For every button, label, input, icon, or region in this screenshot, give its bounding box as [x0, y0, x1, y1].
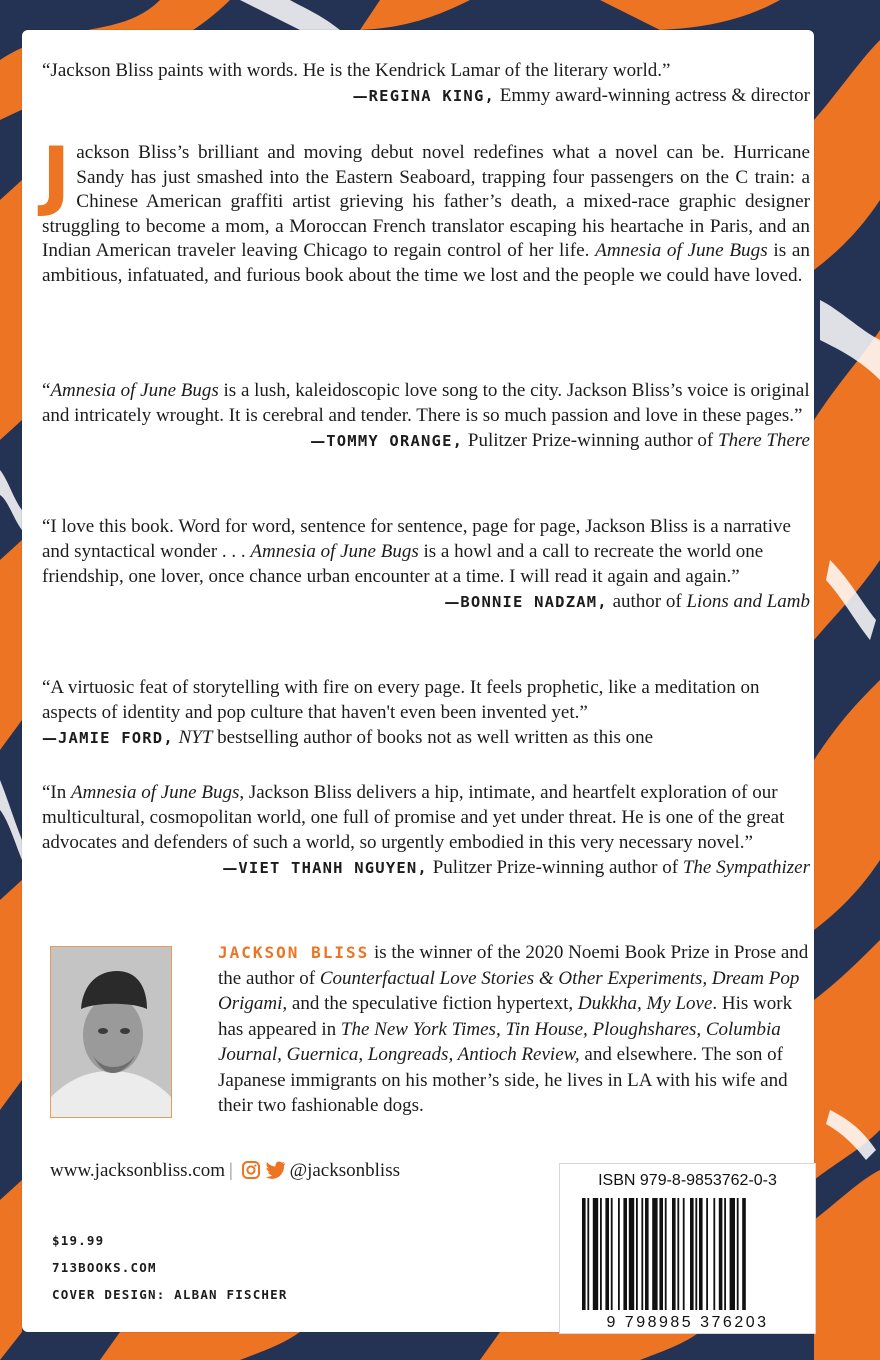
author-bio: [218, 940, 814, 1119]
attribution-name: BONNIE NADZAM,: [460, 593, 608, 611]
barcode-bars: [582, 1198, 792, 1310]
attribution-role: Pulitzer Prize-winning author of: [463, 430, 718, 451]
social-handle[interactable]: @jacksonbliss: [289, 1160, 400, 1181]
quote-text: “Jackson Bliss paints with words. He is the Kendrick Lamar of the literary world.”: [42, 60, 671, 81]
attribution-name: REGINA KING,: [368, 87, 496, 105]
quote-open: “In: [42, 782, 72, 803]
quote-attribution: —TOMMY ORANGE, Pulitzer Prize-winning author of There There: [310, 430, 810, 451]
quote-title: Amnesia of June Bugs: [250, 541, 419, 562]
link-separator: |: [229, 1160, 233, 1181]
description-text: ackson Bliss’s brilliant and moving debut novel redefines what a novel can be. Hurricane Sandy has just smashed into the Eastern Seaboard, trapping four passengers on the C train: a Chinese American graffiti artist grieving his father’s death, a mixed-race graphic designer struggling to become a mom, a Moroccan French translator escaping his heartache in Paris, and an Indian American traveler leaving Chicago to regain control of her life.: [42, 142, 810, 262]
attribution-role: bestselling author of books not as well written as this one: [212, 727, 654, 748]
description-title: Amnesia of June Bugs: [595, 240, 768, 262]
quote-body: is a lush, kaleidoscopic love song to the city. Jackson Bliss’s voice is original and intricately wrought. It is cerebral and tender. There is so much passion and love in these pages.”: [42, 380, 810, 426]
author-links: [50, 1160, 400, 1185]
quote-text: [42, 780, 810, 855]
bio-text: . His work has appeared in: [218, 993, 793, 1040]
description-text-end: is an ambitious, infatuated, and furious book about the time we lost and the people we could have loved.: [42, 240, 810, 286]
quote-body-end: is a howl and a call to recreate the world one friendship, one lover, once chance urban encounter at a time. I will read it again and again.”: [42, 541, 764, 587]
quote-body: “I love this book. Word for word, sentence for sentence, page for page, Jackson Bliss is a narrative and syntactical wonder . . .: [42, 516, 791, 562]
quote-attribution: —VIET THANH NGUYEN, Pulitzer Prize-winning author of The Sympathizer: [222, 857, 810, 878]
cover-design-credit: COVER DESIGN: ALBAN FISCHER: [52, 1287, 288, 1302]
quote-open: “: [42, 380, 51, 401]
isbn-barcode: [559, 1163, 816, 1334]
bio-hypertext: Dukkha, My Love: [577, 993, 713, 1014]
attribution-book: There There: [718, 430, 810, 451]
attribution-role: Emmy award-winning actress & director: [495, 85, 810, 106]
quote-title: Amnesia of June Bugs: [71, 782, 240, 803]
attribution-book: The Sympathizer: [682, 857, 810, 878]
publisher-site[interactable]: 713BOOKS.COM: [52, 1260, 157, 1275]
quote-attribution: —BONNIE NADZAM, author of Lions and Lamb: [444, 591, 810, 612]
quote-text: [42, 378, 810, 428]
attribution-role: author of: [607, 591, 687, 612]
attribution-book: Lions and Lamb: [686, 591, 810, 612]
author-name: JACKSON BLISS: [218, 943, 370, 962]
quote-tommy-orange: [42, 378, 810, 454]
twitter-icon[interactable]: [264, 1161, 286, 1185]
quote-text: [42, 514, 810, 589]
back-cover-panel: [22, 30, 814, 1332]
quote-text: “A virtuosic feat of storytelling with fire on every page. It feels prophetic, like a meditation on aspects of identity and pop culture that haven't even been invented yet.”: [42, 677, 760, 723]
quote-attribution: —REGINA KING, Emmy award-winning actress & director: [352, 85, 810, 106]
bio-text: and elsewhere. The son of Japanese immigrants on his mother’s side, he lives in LA with his wife and their two fashionable dogs.: [218, 1044, 788, 1116]
quote-viet-thanh-nguyen: [42, 780, 810, 881]
quote-bonnie-nadzam: [42, 514, 810, 615]
quote-title: Amnesia of June Bugs: [50, 380, 219, 401]
attribution-name: JAMIE FORD,: [58, 729, 174, 747]
book-description: [42, 130, 810, 289]
quote-body: , Jackson Bliss delivers a hip, intimate, and heartfelt exploration of our multicultural, cosmopolitan world, one full of promise and yet under threat. He is one of the great advocates and defenders of such a world, so urgently embodied in this very necessary novel.”: [42, 782, 785, 853]
instagram-icon[interactable]: [242, 1161, 260, 1185]
quote-jamie-ford: [42, 675, 810, 751]
quote-regina-king: [42, 58, 810, 109]
attribution-name: TOMMY ORANGE,: [326, 432, 464, 450]
bio-text: and the speculative fiction hypertext,: [287, 993, 578, 1014]
attribution-role: Pulitzer Prize-winning author of: [427, 857, 683, 878]
author-photo: [50, 946, 172, 1118]
bio-publications: The New York Times, Tin House, Ploughshares, Columbia Journal, Guernica, Longreads, Antioch Review,: [218, 1018, 781, 1065]
price: $19.99: [52, 1233, 105, 1248]
bio-text: is the winner of the 2020 Noemi Book Prize in Prose and the author of: [218, 942, 809, 989]
attribution-nyt: NYT: [178, 727, 213, 748]
dropcap: J: [42, 130, 69, 219]
barcode-digits: 9 798985 376203: [606, 1314, 769, 1331]
attribution-name: VIET THANH NGUYEN,: [238, 859, 428, 877]
isbn-label: ISBN 979-8-9853762-0-3: [598, 1172, 777, 1189]
website-link[interactable]: www.jacksonbliss.com: [50, 1160, 226, 1181]
bio-books: Counterfactual Love Stories & Other Experiments, Dream Pop Origami,: [218, 967, 800, 1014]
quote-attribution: —JAMIE FORD, NYT bestselling author of books not as well written as this one: [42, 727, 654, 748]
